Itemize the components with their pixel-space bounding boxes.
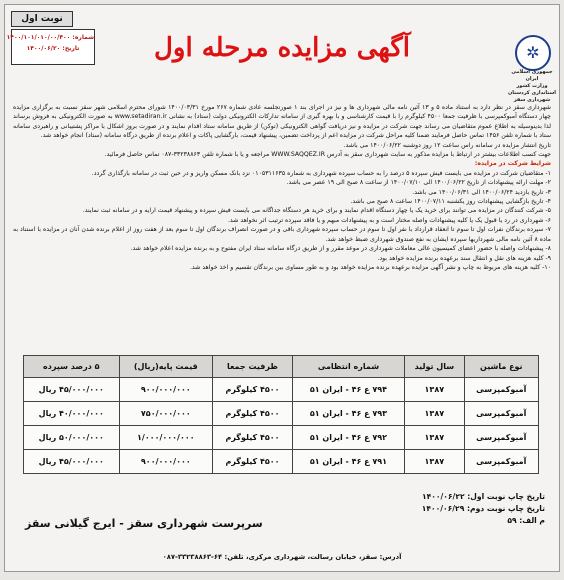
cell-machine-type: آمبوکمپرسی — [464, 426, 538, 450]
cell-production-year: ۱۳۸۷ — [405, 426, 464, 450]
print-date-second: تاریخ چاپ نوبت دوم: ۱۴۰۰/۰۶/۲۹ — [421, 504, 545, 513]
header-machine-type: نوع ماشین — [464, 356, 538, 378]
cell-capacity: ۴۵۰۰ کیلوگرم — [213, 402, 293, 426]
condition-item: ۴- تاریخ بازگشایی پیشنهادات روز یکشنبه ۱۴۰۰/۰۷/۱۱ ساعت ۸ صبح می باشد. — [350, 198, 551, 206]
header-deposit: ۵ درصد سپرده — [24, 356, 120, 378]
page-title: آگهی مزایده مرحله اول — [154, 33, 410, 63]
cell-capacity: ۴۵۰۰ کیلوگرم — [213, 450, 293, 474]
table-row — [24, 402, 539, 426]
cell-deposit: ۵۰/۰۰۰/۰۰۰ ریال — [24, 426, 120, 450]
cell-base-price: ۱/۰۰۰/۰۰۰/۰۰۰ — [119, 426, 213, 450]
cell-machine-type: آمبوکمپرسی — [464, 450, 538, 474]
org-line: شهرداری سقز — [513, 97, 551, 103]
org-line: جمهوری اسلامی ایران — [511, 69, 553, 82]
condition-item: ۵- شرکت کنندگان در مزایده می توانند برای خرید یک یا چهار دستگاه اقدام نمایند و برای خرید هر دستگاه جداگانه می بایست فیش سپرده و پیشنهاد قیمت ارایه و در سامانه ثبت نمایند. — [82, 207, 551, 215]
reference-date: تاریخ: ۱۴۰۰/۰۶/۲۰ — [26, 45, 80, 52]
table-header-row — [24, 356, 539, 378]
condition-item: ۹- کلیه هزینه های نقل و انتقال سند برعهده برنده مزایده خواهد بود. — [377, 254, 551, 262]
header-capacity: ظرفیت جمعا — [213, 356, 293, 378]
cell-base-price: ۹۰۰/۰۰۰/۰۰۰ — [119, 450, 213, 474]
print-dates — [422, 491, 545, 527]
condition-item: ۱۰- کلیه هزینه های مربوط به چاپ و نشر آگهی مزایده برعهده برنده مزایده خواهد بود و به طور مساوی بین برندگان تقسیم و اخذ خواهد شد. — [189, 263, 551, 271]
condition-item: ۱- متقاضیان شرکت در مزایده می بایست فیش سپرده ۵ درصد را به حساب سپرده شهرداری به شماره ۰۱۰۵۳۱۱۶۳۵ نزد بانک مسکن واریز و در حین ثبت در سامانه بارگذاری گردد. — [91, 169, 551, 177]
conditions-heading: شرایط شرکت در مزایده: — [474, 160, 551, 168]
cell-capacity: ۴۵۰۰ کیلوگرم — [213, 378, 293, 402]
vehicles-table — [23, 355, 539, 474]
cell-production-year: ۱۳۸۷ — [405, 402, 464, 426]
round-badge: نوبت اول — [11, 11, 73, 27]
table-row — [24, 378, 539, 402]
condition-item: ۸- پیشنهادات واصله با حضور اعضای کمیسیون عالی معاملات شهرداری در موعد مقرر و از طریق درگاه سامانه ستاد ایران مفتوح و به برنده مزایده اعلام خواهد شد. — [130, 245, 551, 253]
cell-production-year: ۱۳۸۷ — [405, 450, 464, 474]
cell-deposit: ۴۰/۰۰۰/۰۰۰ ریال — [24, 402, 120, 426]
cell-plate-number: ۷۹۱ ع ۴۶ - ایران ۵۱ — [292, 450, 404, 474]
org-line: استانداری کردستان — [508, 90, 556, 96]
table-row — [24, 450, 539, 474]
publish-date-line: تاریخ انتشار مزایده در سامانه راس ساعت ۱۲ روز دوشنبه ۱۴۰۰/۰۶/۲۲ می باشد. — [343, 141, 551, 149]
header-production-year: سال تولید — [405, 356, 464, 378]
condition-item: ۲- مهلت ارائه پیشنهادات از تاریخ ۱۴۰۰/۰۶/۲۲ الی ۱۴۰۰/۰۷/۱۰ از ساعت ۸ صبح الی ۱۹ عصر می باشد. — [286, 179, 551, 187]
info-line: جهت کسب اطلاعات بیشتر در ارتباط با مزایده مذکور به سایت شهرداری سقز به آدرس WWW.SAQQEZ.IR مراجعه و یا با شماره تلفن ۳۳۲۳۸۸۶۳-۰۸۷ تماس حاصل فرمائید. — [104, 151, 551, 159]
cell-plate-number: ۷۹۲ ع ۴۶ - ایران ۵۱ — [292, 426, 404, 450]
reference-number: شماره: ۱۴۰۰/۱۰۱/۰۱۰/۰۰/۴۰۰ — [6, 34, 94, 41]
condition-item: ۶- شهرداری در رد یا قبول یک یا کلیه پیشنهادات واصله مختار است و به پیشنهادات مبهم و یا فاقد سپرده ترتیب اثر نخواهد شد. — [227, 216, 551, 224]
org-line: وزارت کشور — [516, 83, 548, 89]
signature-line: سرپرست شهرداری سقز - ایرج گیلانی سقز — [25, 517, 263, 530]
cell-machine-type: آمبوکمپرسی — [464, 402, 538, 426]
cell-machine-type: آمبوکمپرسی — [464, 378, 538, 402]
organization-name — [507, 69, 557, 104]
print-date-first: تاریخ چاپ نوبت اول: ۱۴۰۰/۰۶/۲۲ — [421, 492, 545, 501]
cell-plate-number: ۷۹۴ ع ۴۶ - ایران ۵۱ — [292, 378, 404, 402]
cell-plate-number: ۷۹۳ ع ۴۶ - ایران ۵۱ — [292, 402, 404, 426]
cell-base-price: ۹۰۰/۰۰۰/۰۰۰ — [119, 378, 213, 402]
cell-production-year: ۱۳۸۷ — [405, 378, 464, 402]
intro-paragraph: شهرداری سقز در نظر دارد به استناد ماده ۵ و ۱۳ آئین نامه مالی شهرداری ها و نیز در اجرای بند ۱ صورتجلسه عادی شماره ۲۶۷ مورخ ۱۴۰۰/۰۳/۳۱ شورای محترم اسلامی شهر سقز نسبت به برگزاری مزایده چهار دستگاه آمبوکمپرسی با ظرفیت جمعا ۴۵۰۰ کیلوگرم را با قیمت کارشناسی و با بهره گیری از سامانه تدارکات الکترونیکی دولت (ستاد) به نشانی www.setadiran.ir به صورت الکترونیکی به فروش برساند لذا بدینوسیله به اطلاع عموم متقاضیان می رساند جهت شرکت در مزایده و نیز دریافت گواهی الکترونیکی (توکن) از طریق سامانه ستاد اقدام نمایند و در صورت بروز اشکال با مراکز پشتیبانی و راهبردی سامانه ستاد با شماره تلفن ۱۴۵۶ تماس حاصل فرمایند ضمنا کلیه مراحل شرکت در مزایده اعم از پرداخت تضمین، پیشنهاد قیمت، بارگشایی پاکات و اعلام برنده از طریق درگاه سامانه (ستاد) انجام خواهد شد. — [13, 104, 551, 140]
ad-code: م الف: ۵۹ — [507, 516, 545, 525]
header-base-price: قیمت پایه(ریال) — [119, 356, 213, 378]
conditions-list — [13, 169, 551, 272]
table-row — [24, 426, 539, 450]
cell-capacity: ۴۵۰۰ کیلوگرم — [213, 426, 293, 450]
header-plate-number: شماره انتظامی — [292, 356, 404, 378]
announcement-body — [13, 103, 551, 272]
municipality-emblem-icon: ✲ — [515, 35, 551, 71]
condition-item: ۷- سپرده برندگان نفرات اول تا سوم تا انعقاد قرارداد با نفر اول تا سوم در حساب سپرده شهرداری باقی و در صورت انصراف برندگان اول تا سوم بعد از هفت روز از اعلام برنده شدن آنان در مزایده با استناد به ماده ۸ آئین نامه مالی شهرداریها سپرده ایشان به نفع صندوق شهرداری ضبط خواهد شد. — [13, 226, 551, 243]
address-line: آدرس: سقز، خیابان رسالت، شهرداری مرکزی، تلفن: ۶۴-۳۳۲۳۸۸۶۳-۰۸۷ — [162, 553, 402, 561]
advertisement-page — [4, 4, 560, 572]
cell-base-price: ۷۵۰/۰۰۰/۰۰۰ — [119, 402, 213, 426]
cell-deposit: ۴۵/۰۰۰/۰۰۰ ریال — [24, 378, 120, 402]
cell-deposit: ۴۵/۰۰۰/۰۰۰ ریال — [24, 450, 120, 474]
condition-item: ۳- تاریخ بازدید ۱۴۰۰/۰۶/۲۴ الی ۱۴۰۰/۰۶/۳۱ می باشد. — [412, 188, 551, 196]
